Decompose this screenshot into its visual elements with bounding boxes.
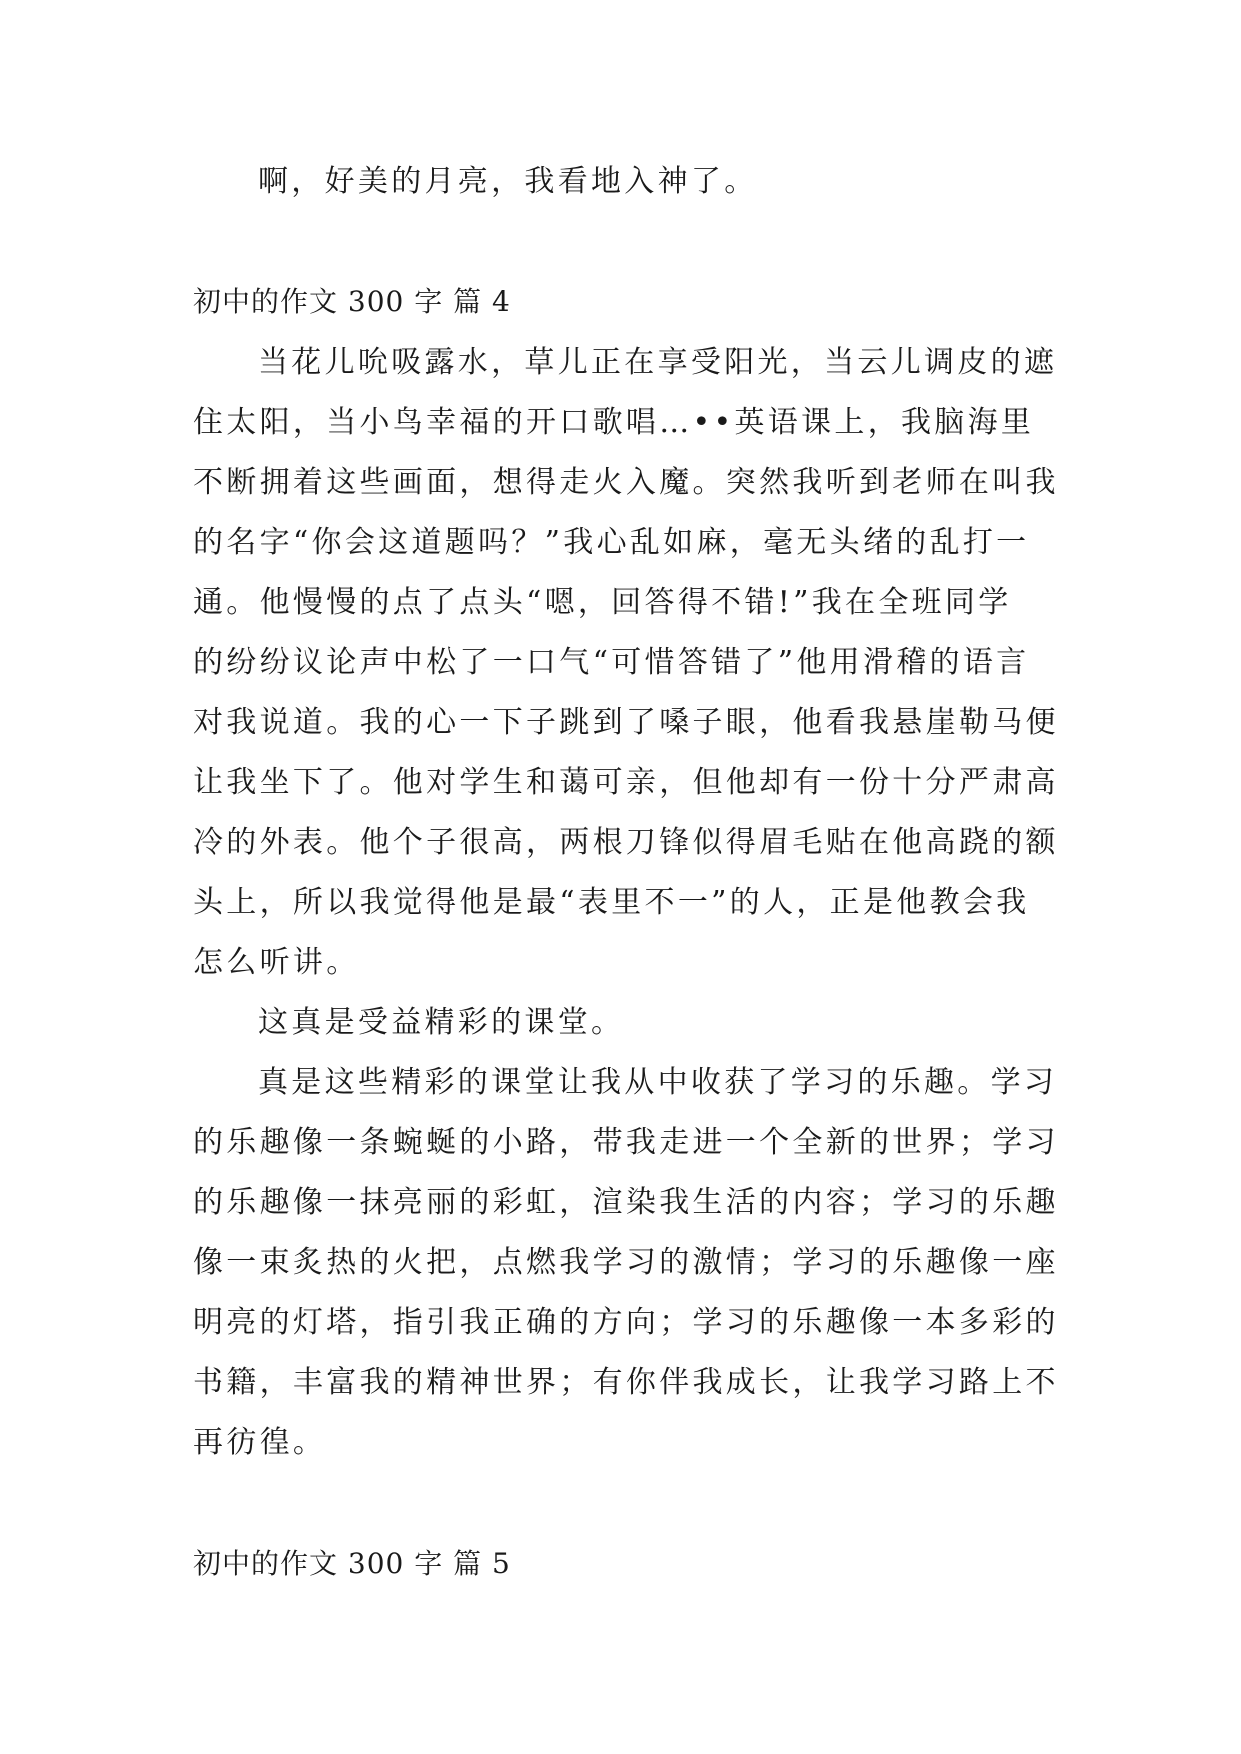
section-4-heading: 初中的作文 300 字 篇 4	[193, 285, 511, 318]
paragraph-line: 让我坐下了。他对学生和蔼可亲，但他却有一份十分严肃高	[193, 765, 1059, 800]
paragraph-line: 明亮的灯塔，指引我正确的方向；学习的乐趣像一本多彩的	[193, 1305, 1059, 1340]
paragraph-line: 的乐趣像一条蜿蜒的小路，带我走进一个全新的世界；学习	[193, 1125, 1059, 1160]
paragraph-line: 头上，所以我觉得他是最“表里不一”的人，正是他教会我	[193, 885, 1030, 920]
paragraph-line: 当花儿吮吸露水，草儿正在享受阳光，当云儿调皮的遮	[258, 345, 1058, 380]
paragraph-line: 怎么听讲。	[193, 945, 360, 980]
paragraph-line: 像一束炙热的火把，点燃我学习的激情；学习的乐趣像一座	[193, 1245, 1059, 1280]
paragraph-line: 对我说道。我的心一下子跳到了嗓子眼，他看我悬崖勒马便	[193, 705, 1059, 740]
paragraph-line: 住太阳，当小鸟幸福的开口歌唱…••英语课上，我脑海里	[193, 405, 1035, 440]
paragraph-line: 的乐趣像一抹亮丽的彩虹，渲染我生活的内容；学习的乐趣	[193, 1185, 1059, 1220]
paragraph-line: 通。他慢慢的点了点头“嗯，回答得不错!”我在全班同学	[193, 585, 1012, 620]
paragraph-line: 的纷纷议论声中松了一口气“可惜答错了”他用滑稽的语言	[193, 645, 1030, 680]
paragraph-line: 冷的外表。他个子很高，两根刀锋似得眉毛贴在他高跷的额	[193, 825, 1059, 860]
paragraph-line: 再彷徨。	[193, 1425, 327, 1460]
section-5-heading: 初中的作文 300 字 篇 5	[193, 1547, 511, 1580]
paragraph-line: 的名字“你会这道题吗？”我心乱如麻，毫无头绪的乱打一	[193, 525, 1030, 560]
section-4-paragraph-2: 这真是受益精彩的课堂。	[258, 1005, 625, 1040]
paragraph-line: 书籍，丰富我的精神世界；有你伴我成长，让我学习路上不	[193, 1365, 1059, 1400]
intro-line: 啊，好美的月亮，我看地入神了。	[258, 164, 758, 199]
paragraph-line: 真是这些精彩的课堂让我从中收获了学习的乐趣。学习	[258, 1065, 1058, 1100]
paragraph-line: 不断拥着这些画面，想得走火入魔。突然我听到老师在叫我	[193, 465, 1059, 500]
